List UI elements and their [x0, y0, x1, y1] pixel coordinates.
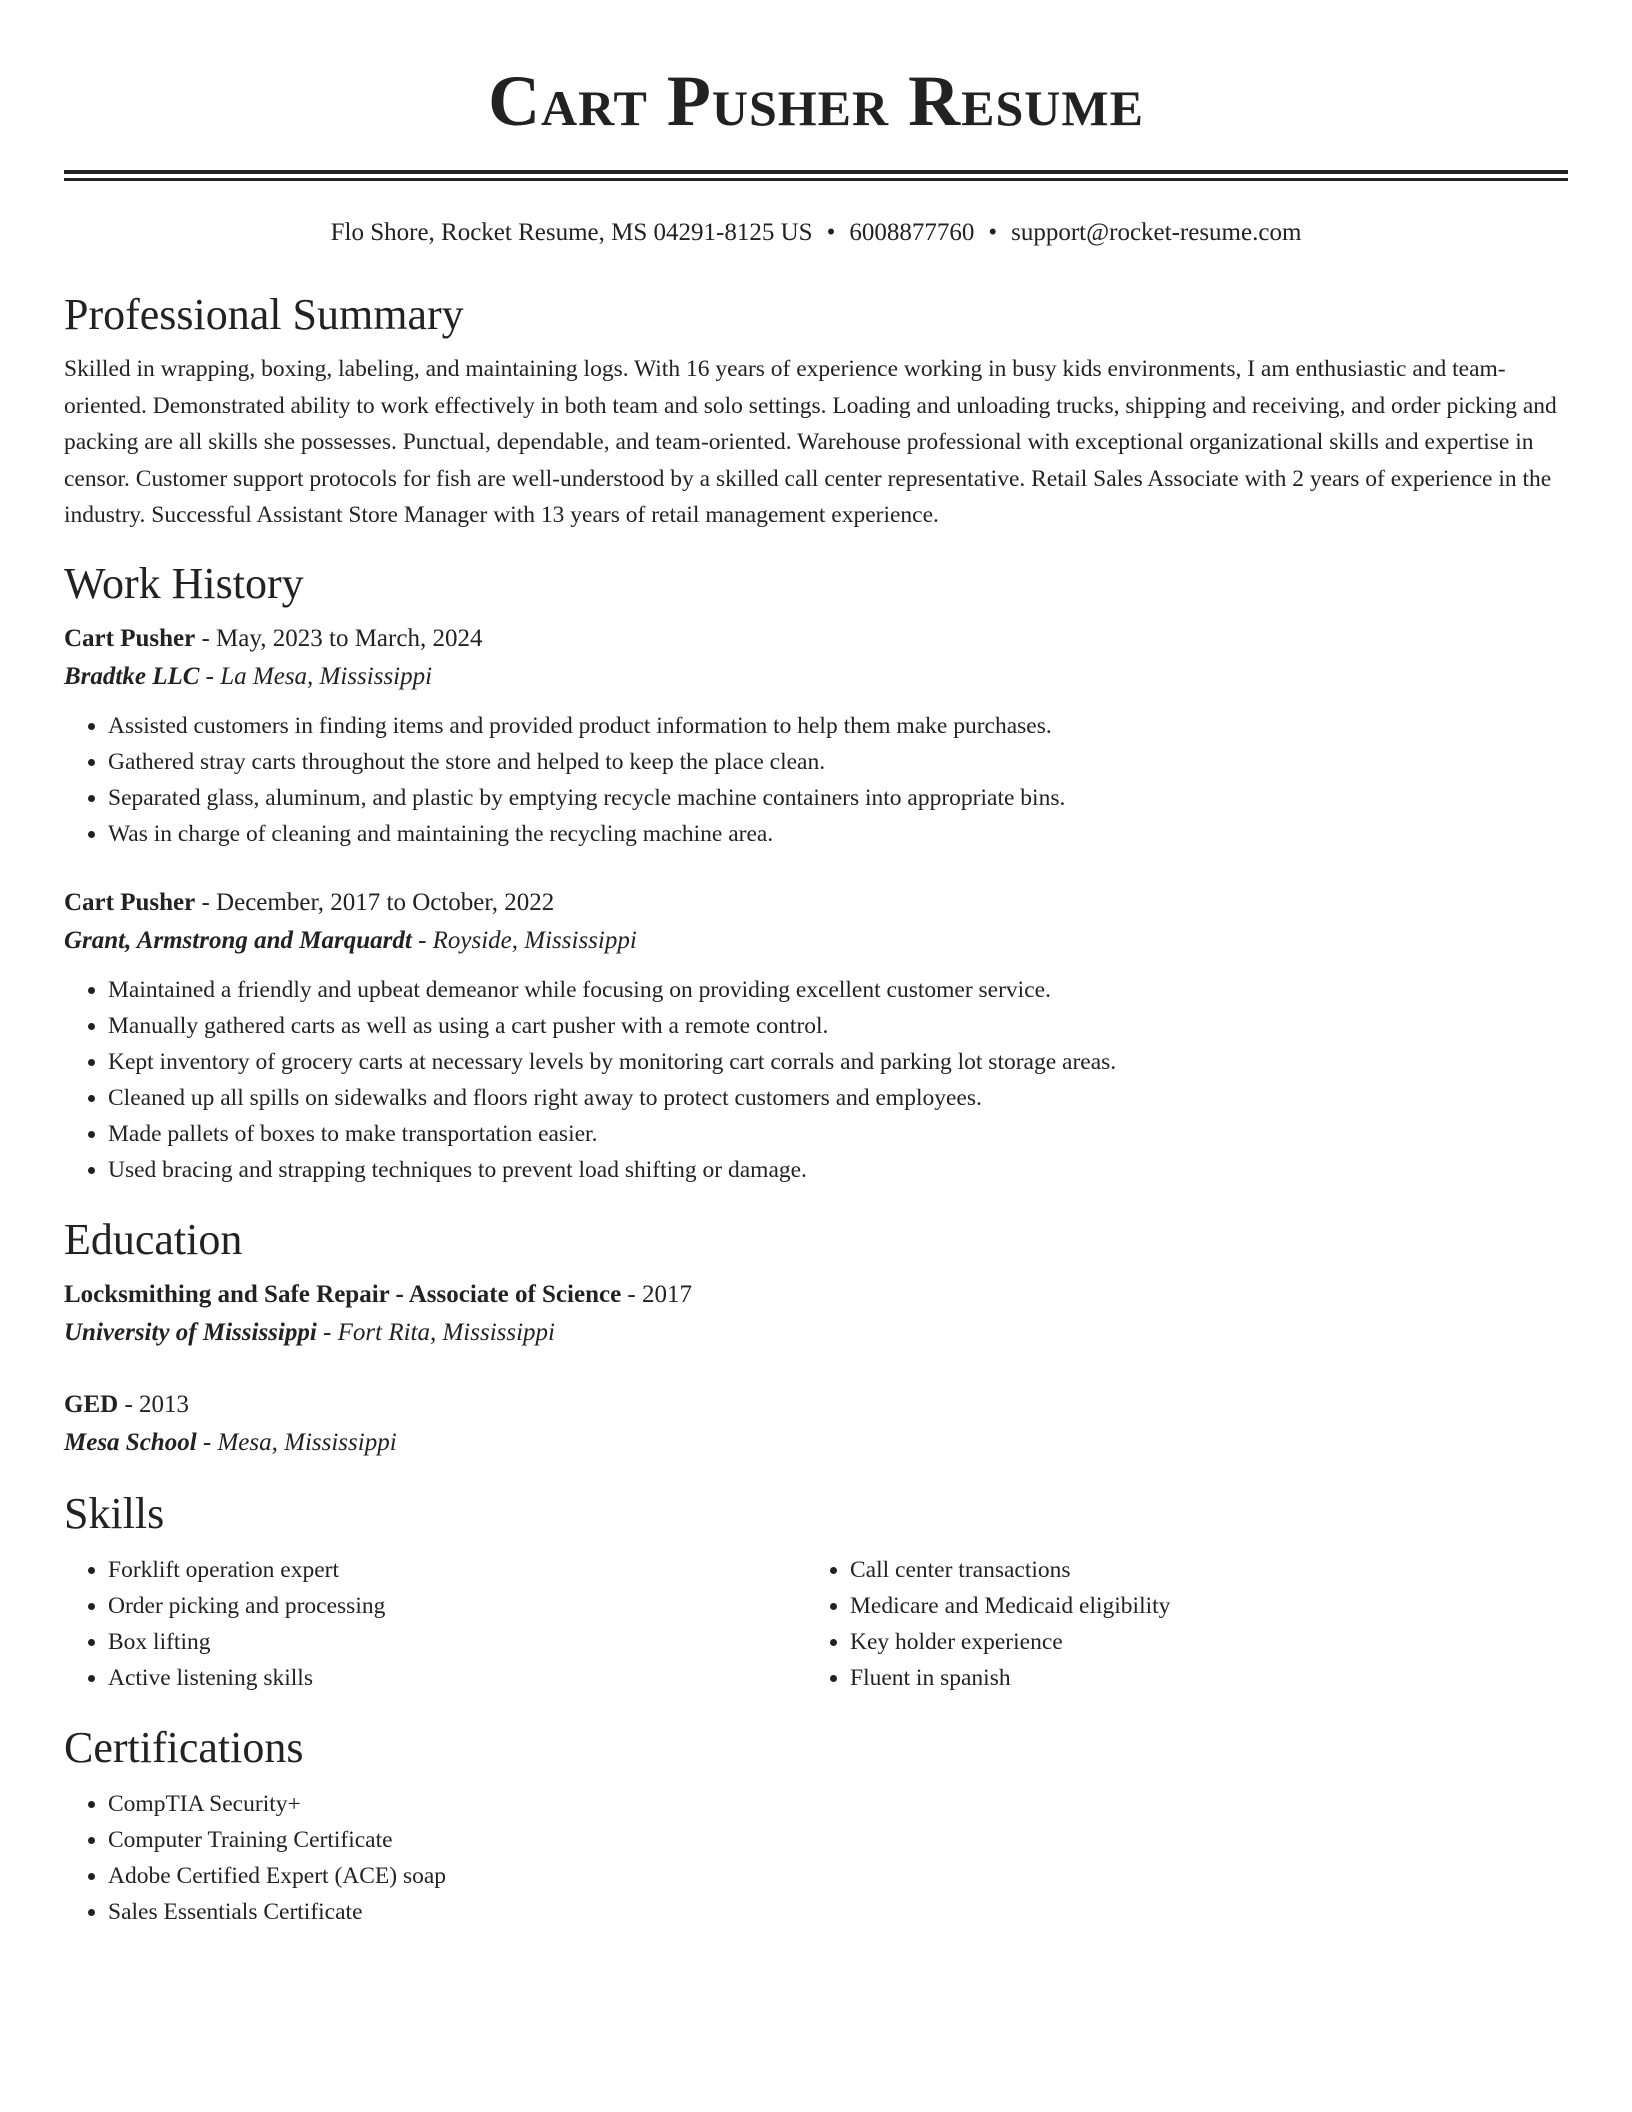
skills-column-left: [64, 1552, 806, 1696]
skills-list: [806, 1552, 1548, 1696]
list-item: • Made pallets of boxes to make transportation easier.: [108, 1116, 1568, 1152]
education-degree-line: [64, 1276, 1568, 1314]
contact-separator: •: [988, 219, 998, 246]
education-degree-line: [64, 1386, 1568, 1424]
skills-columns: [64, 1552, 1568, 1696]
education-entry: [64, 1386, 1568, 1462]
work-history-section: [64, 558, 1568, 1188]
summary-section: [64, 289, 1568, 534]
list-item: • Medicare and Medicaid eligibility: [850, 1588, 1548, 1624]
job-entry: [64, 884, 1568, 1188]
list-item: • Maintained a friendly and upbeat demeanor while focusing on providing excellent customer service.: [108, 972, 1568, 1008]
list-item: • Used bracing and strapping techniques to prevent load shifting or damage.: [108, 1152, 1568, 1188]
skills-heading: Skills: [64, 1488, 165, 1538]
job-title-line: [64, 884, 1568, 922]
job-bullets: [64, 972, 1568, 1188]
education-year: - 2013: [118, 1390, 190, 1418]
job-company-line: [64, 658, 1568, 696]
list-item: • Assisted customers in finding items and provided product information to help them make purchases.: [108, 708, 1568, 744]
job-company: Grant, Armstrong and Marquardt: [64, 926, 412, 954]
contact-line: [64, 217, 1568, 249]
list-item: • Cleaned up all spills on sidewalks and floors right away to protect customers and employees.: [108, 1080, 1568, 1116]
job-location: - Royside, Mississippi: [411, 926, 637, 954]
job-location: - La Mesa, Mississippi: [199, 662, 433, 690]
contact-phone: 6008877760: [849, 219, 975, 246]
skills-section: [64, 1488, 1568, 1696]
education-year: - 2017: [621, 1280, 692, 1308]
certifications-list: [64, 1786, 1568, 1930]
list-item: • Box lifting: [108, 1624, 806, 1660]
list-item: • Gathered stray carts throughout the store and helped to keep the place clean.: [108, 744, 1568, 780]
job-title: Cart Pusher: [64, 624, 196, 652]
education-heading: Education: [64, 1214, 243, 1264]
list-item: • Active listening skills: [108, 1660, 806, 1696]
list-item: • Kept inventory of grocery carts at necessary levels by monitoring cart corrals and parking lot storage areas.: [108, 1044, 1568, 1080]
list-item: • Separated glass, aluminum, and plastic by emptying recycle machine containers into appropriate bins.: [108, 780, 1568, 816]
education-degree: Locksmithing and Safe Repair - Associate of Science: [64, 1280, 622, 1308]
job-dates: - December, 2017 to October, 2022: [195, 888, 555, 916]
certifications-heading: Certifications: [64, 1722, 304, 1772]
list-item: • Computer Training Certificate: [108, 1822, 1568, 1858]
education-location: - Fort Rita, Mississippi: [316, 1318, 556, 1346]
contact-separator: •: [826, 219, 836, 246]
work-history-heading: Work History: [64, 558, 304, 608]
job-title-line: [64, 620, 1568, 658]
certifications-section: [64, 1722, 1568, 1930]
list-item: • Manually gathered carts as well as using a cart pusher with a remote control.: [108, 1008, 1568, 1044]
contact-email: support@rocket-resume.com: [1011, 219, 1302, 246]
list-item: • Sales Essentials Certificate: [108, 1894, 1568, 1930]
job-entry: [64, 620, 1568, 852]
page-title: Cart Pusher Resume: [488, 61, 1144, 141]
title-divider-bottom: [64, 178, 1568, 181]
education-school: Mesa School: [64, 1428, 197, 1456]
job-company-line: [64, 922, 1568, 960]
education-school-line: [64, 1314, 1568, 1352]
list-item: • Call center transactions: [850, 1552, 1548, 1588]
skills-column-right: [806, 1552, 1548, 1696]
contact-address: Flo Shore, Rocket Resume, MS 04291-8125 US: [330, 219, 813, 246]
education-school: University of Mississippi: [64, 1318, 317, 1346]
summary-heading: Professional Summary: [64, 290, 464, 339]
job-company: Bradtke LLC: [64, 662, 200, 690]
list-item: • CompTIA Security+: [108, 1786, 1568, 1822]
list-item: • Forklift operation expert: [108, 1552, 806, 1588]
education-school-line: [64, 1424, 1568, 1462]
list-item: • Adobe Certified Expert (ACE) soap: [108, 1858, 1568, 1894]
job-dates: - May, 2023 to March, 2024: [195, 624, 483, 652]
education-degree: GED: [64, 1390, 119, 1418]
list-item: • Key holder experience: [850, 1624, 1548, 1660]
education-location: - Mesa, Mississippi: [196, 1428, 397, 1456]
list-item: • Was in charge of cleaning and maintaining the recycling machine area.: [108, 816, 1568, 852]
education-entry: [64, 1276, 1568, 1352]
job-bullets: [64, 708, 1568, 852]
list-item: • Fluent in spanish: [850, 1660, 1548, 1696]
education-section: [64, 1214, 1568, 1462]
skills-list: [64, 1552, 806, 1696]
job-title: Cart Pusher: [64, 888, 196, 916]
list-item: • Order picking and processing: [108, 1588, 806, 1624]
summary-text: Skilled in wrapping, boxing, labeling, and maintaining logs. With 16 years of experience working in busy kids environments, I am enthusiastic and team-oriented. Demonstrated ability to work effectively in both team and solo settings. Loading and unloading trucks, shipping and receiving, and order picking and packing are all skills she possesses. Punctual, dependable, and team-oriented. Warehouse professional with exceptional organizational skills and expertise in censor. Customer support protocols for fish are well-understood by a skilled call center representative. Retail Sales Associate with 2 years of experience in the industry. Successful Assistant Store Manager with 13 years of retail management experience.: [64, 356, 1557, 528]
